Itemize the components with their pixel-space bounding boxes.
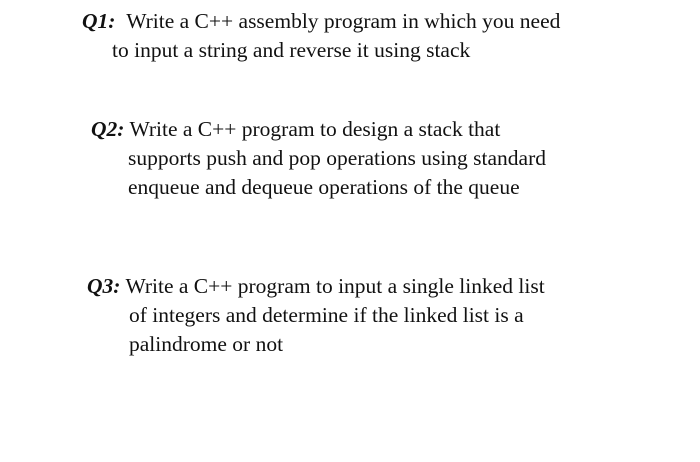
question-2 bbox=[91, 115, 546, 202]
question-1-text-line-2: to input a string and reverse it using stack bbox=[112, 38, 471, 62]
question-1 bbox=[82, 7, 560, 65]
question-1-text-line-1: Write a C++ assembly program in which you need bbox=[126, 9, 561, 33]
question-2-text-line-2: supports push and pop operations using standard bbox=[128, 146, 547, 170]
question-3-text-line-3: palindrome or not bbox=[129, 332, 284, 356]
question-2-text-line-3: enqueue and dequeue operations of the queue bbox=[128, 175, 520, 199]
question-3-text-line-1: Write a C++ program to input a single linked list bbox=[125, 274, 545, 298]
question-2-first-line bbox=[91, 115, 546, 144]
question-3-label: Q3: bbox=[87, 274, 121, 298]
question-3 bbox=[87, 272, 545, 359]
question-3-text-line-2: of integers and determine if the linked list is a bbox=[129, 303, 524, 327]
question-2-text-line-1: Write a C++ program to design a stack that bbox=[129, 117, 501, 141]
question-1-first-line bbox=[82, 7, 560, 36]
question-2-label: Q2: bbox=[91, 117, 125, 141]
question-3-first-line bbox=[87, 272, 545, 301]
question-1-label: Q1: bbox=[82, 9, 116, 33]
